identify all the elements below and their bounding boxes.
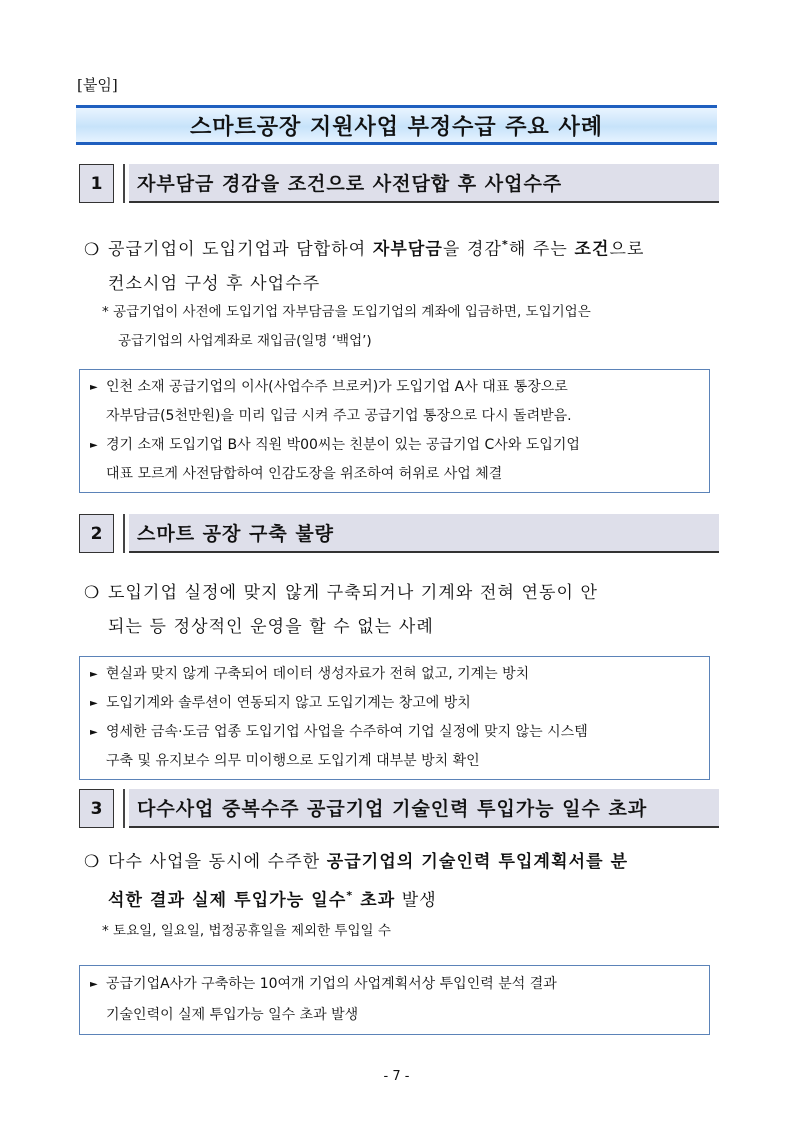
section-title: 자부담금 경감을 조건으로 사전담합 후 사업수주 (129, 164, 719, 203)
section-number: 2 (79, 514, 114, 553)
bold-text: 초과 (353, 890, 396, 911)
text: 해 주는 (508, 239, 575, 260)
circle-bullet-icon: ❍ (84, 852, 101, 872)
case-item (90, 969, 701, 1031)
section-number: 3 (79, 789, 114, 828)
section-2-paragraph (84, 576, 719, 644)
divider (123, 789, 125, 828)
footnote-mark: * (346, 889, 354, 902)
bold-text: 조건 (574, 239, 610, 260)
circle-bullet-icon: ❍ (84, 239, 101, 260)
section-3-case-box (79, 965, 710, 1035)
case-item (90, 373, 701, 431)
section-title: 스마트 공장 구축 불량 (129, 514, 719, 553)
case-line: 대표 모르게 사전담합하여 인감도장을 위조하여 허위로 사업 체결 (106, 466, 503, 482)
section-1-header (79, 164, 719, 203)
bold-text: 공급기업의 기술인력 투입계획서를 분 (326, 852, 629, 872)
text: 도입기업 실정에 맞지 않게 구축되거나 기계와 전혀 연동이 안 (108, 583, 599, 603)
text: 으로 (609, 239, 645, 260)
main-title: 스마트공장 지원사업 부정수급 주요 사례 (76, 105, 717, 145)
case-line: 자부담금(5천만원)을 미리 입금 시켜 주고 공급기업 통장으로 다시 돌려받음. (106, 408, 572, 424)
case-line: ► 영세한 금속·도금 업종 도입기업 사업을 수주하여 기업 실정에 맞지 않는 시스템 (106, 724, 588, 740)
section-2-case-box (79, 656, 710, 780)
case-item (90, 431, 701, 489)
page-number: - 7 - (383, 1069, 410, 1084)
section-3-paragraph (84, 845, 719, 918)
note-line: 공급기업의 사업계좌로 재입금(일명 ‘백업’) (118, 333, 372, 349)
footnote-mark: * (502, 238, 509, 251)
divider (123, 514, 125, 553)
paragraph-line: 되는 등 정상적인 운영을 할 수 없는 사례 (108, 617, 434, 637)
case-line: ► 도입기계와 솔루션이 연동되지 않고 도입기계는 창고에 방치 (106, 695, 471, 711)
bold-text: 석한 결과 실제 투입가능 일수 (108, 890, 347, 911)
section-title: 다수사업 중복수주 공급기업 기술인력 투입가능 일수 초과 (129, 789, 719, 828)
case-line: 구축 및 유지보수 의무 미이행으로 도입기계 대부분 방치 확인 (106, 753, 480, 769)
text: 다수 사업을 동시에 수주한 (108, 852, 327, 872)
case-item (90, 660, 701, 689)
section-2-header (79, 514, 719, 553)
note-line: * 토요일, 일요일, 법정공휴일을 제외한 투입일 수 (102, 923, 391, 939)
paragraph-line: 컨소시엄 구성 후 사업수주 (108, 273, 321, 294)
section-1-paragraph (84, 228, 719, 301)
case-line: ► 공급기업A사가 구축하는 10여개 기업의 사업계획서상 투입인력 분석 결과 (106, 976, 557, 992)
section-number: 1 (79, 164, 114, 203)
bold-text: 자부담금 (372, 239, 443, 260)
text: 을 경감 (442, 239, 502, 260)
text: 공급기업이 도입기업과 담합하여 (108, 239, 373, 260)
divider (123, 164, 125, 203)
case-line: ► 경기 소재 도입기업 B사 직원 박00씨는 친분이 있는 공급기업 C사와 도입기업 (106, 437, 580, 453)
note-line: * 공급기업이 사전에 도입기업 자부담금을 도입기업의 계좌에 입금하면, 도입기업은 (102, 304, 591, 320)
attachment-label: [붙임] (77, 76, 118, 94)
section-1-note (102, 298, 722, 356)
case-line: ► 인천 소재 공급기업의 이사(사업수주 브로커)가 도입기업 A사 대표 통장으로 (106, 379, 568, 395)
case-item (90, 718, 701, 776)
section-3-header (79, 789, 719, 828)
section-3-note (102, 917, 722, 946)
text: 발생 (395, 890, 437, 911)
section-1-case-box (79, 369, 710, 493)
case-line: ► 현실과 맞지 않게 구축되어 데이터 생성자료가 전혀 없고, 기계는 방치 (106, 666, 530, 682)
circle-bullet-icon: ❍ (84, 583, 101, 603)
case-item (90, 689, 701, 718)
case-line: 기술인력이 실제 투입가능 일수 초과 발생 (106, 1007, 359, 1023)
